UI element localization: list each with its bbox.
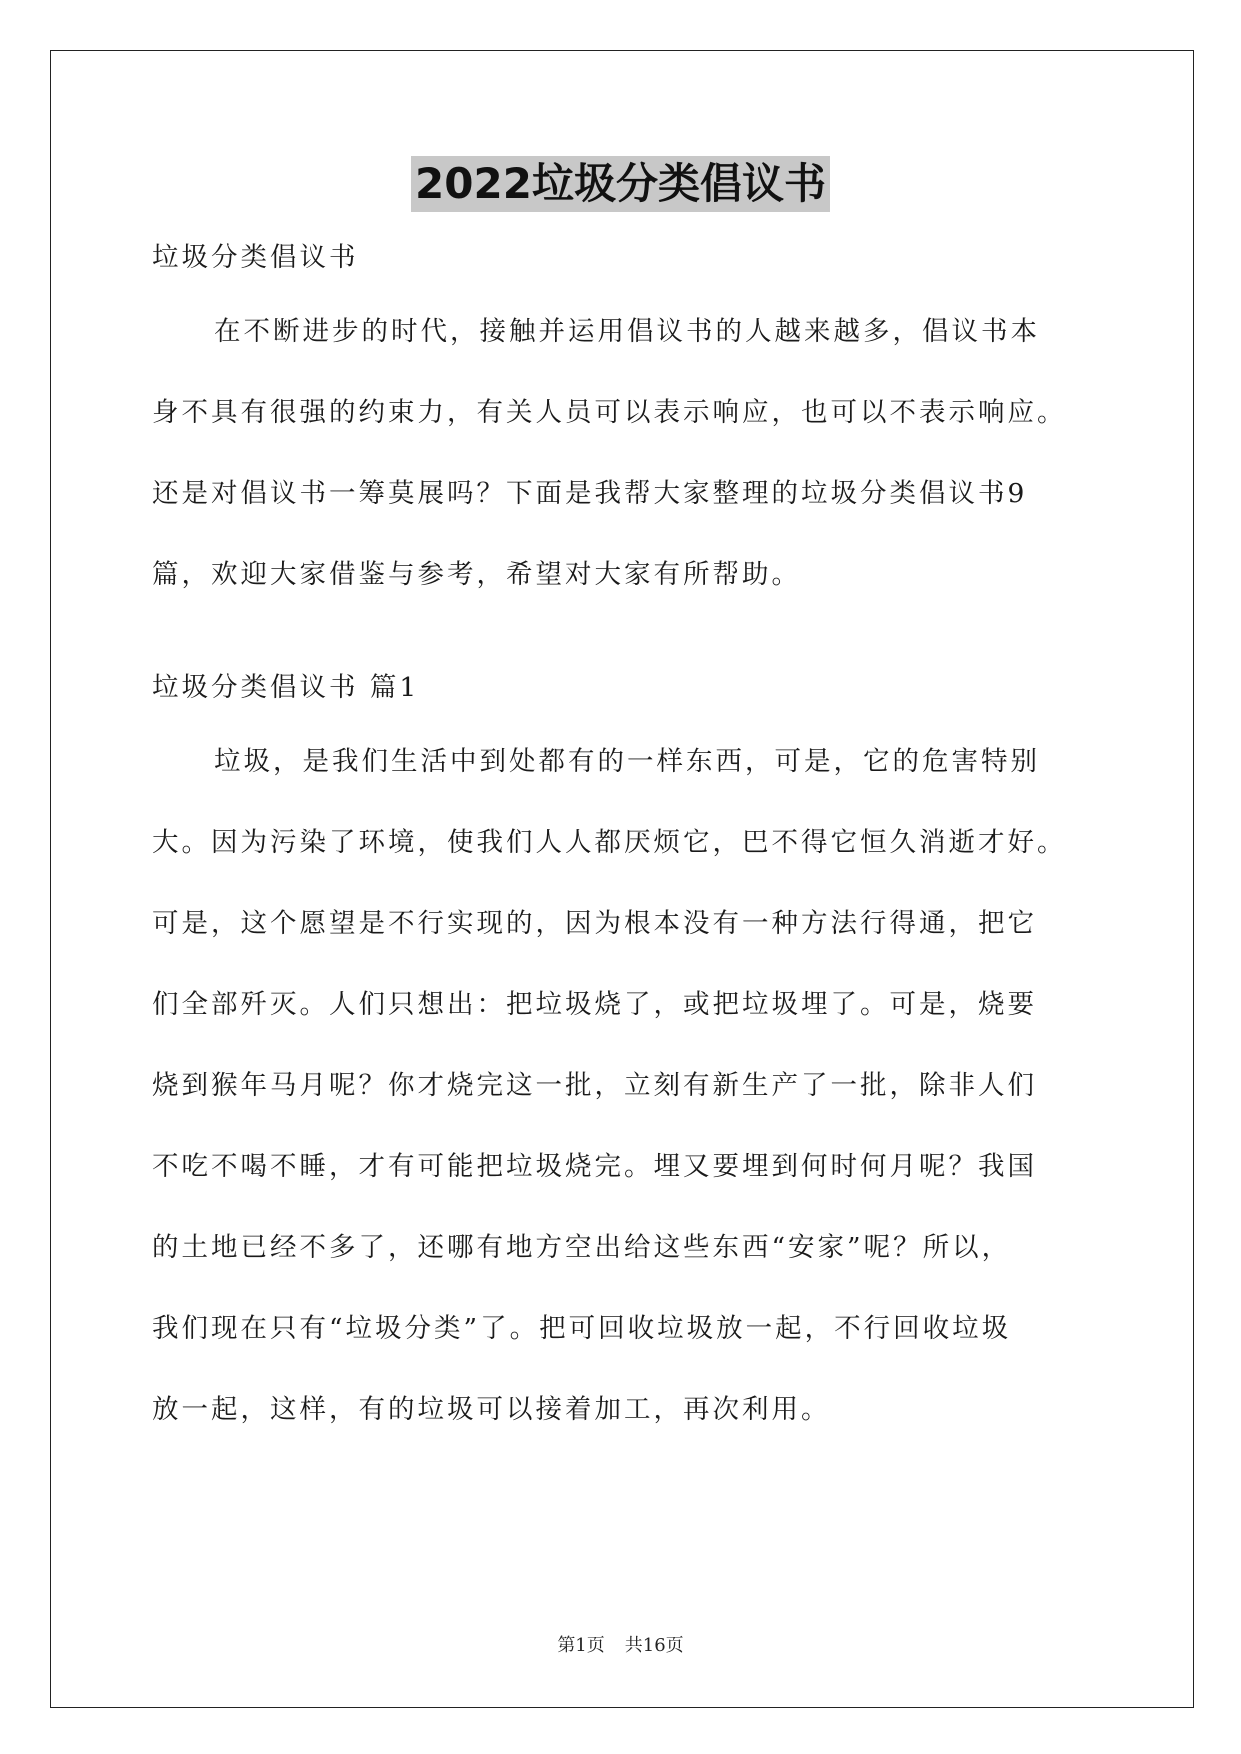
intro-paragraph — [152, 312, 1092, 636]
section1-paragraph — [152, 742, 1092, 1471]
paragraph-line: 不吃不喝不睡，才有可能把垃圾烧完。埋又要埋到何时何月呢？我国 — [152, 1151, 1037, 1182]
paragraph-line: 篇，欢迎大家借鉴与参考，希望对大家有所帮助。 — [152, 559, 801, 590]
paragraph-line: 们全部歼灭。人们只想出：把垃圾烧了，或把垃圾埋了。可是，烧要 — [152, 989, 1037, 1020]
paragraph-line: 放一起，这样，有的垃圾可以接着加工，再次利用。 — [152, 1394, 831, 1425]
paragraph-line: 大。因为污染了环境，使我们人人都厌烦它，巴不得它恒久消逝才好。 — [152, 827, 1067, 858]
paragraph-line: 我们现在只有“垃圾分类”了。把可回收垃圾放一起，不行回收垃圾 — [152, 1313, 1012, 1344]
paragraph-line: 身不具有很强的约束力，有关人员可以表示响应，也可以不表示响应。 — [152, 397, 1067, 428]
title-container — [0, 156, 1241, 212]
document-title: 2022垃圾分类倡议书 — [411, 156, 830, 212]
paragraph-line: 垃圾，是我们生活中到处都有的一样东西，可是，它的危害特别 — [214, 746, 1040, 777]
page-footer — [0, 1634, 1241, 1658]
paragraph-line: 在不断进步的时代，接触并运用倡议书的人越来越多，倡议书本 — [214, 316, 1040, 347]
page-number: 第1页 — [557, 1635, 605, 1656]
paragraph-line: 可是，这个愿望是不行实现的，因为根本没有一种方法行得通，把它 — [152, 908, 1037, 939]
paragraph-line: 的土地已经不多了，还哪有地方空出给这些东西“安家”呢？所以， — [152, 1232, 1012, 1263]
paragraph-line: 还是对倡议书一筹莫展吗？下面是我帮大家整理的垃圾分类倡议书9 — [152, 478, 1028, 509]
section-heading: 垃圾分类倡议书 篇1 — [152, 672, 420, 703]
page-total: 共16页 — [624, 1635, 684, 1656]
paragraph-line: 烧到猴年马月呢？你才烧完这一批，立刻有新生产了一批，除非人们 — [152, 1070, 1037, 1101]
document-subtitle: 垃圾分类倡议书 — [152, 242, 359, 273]
